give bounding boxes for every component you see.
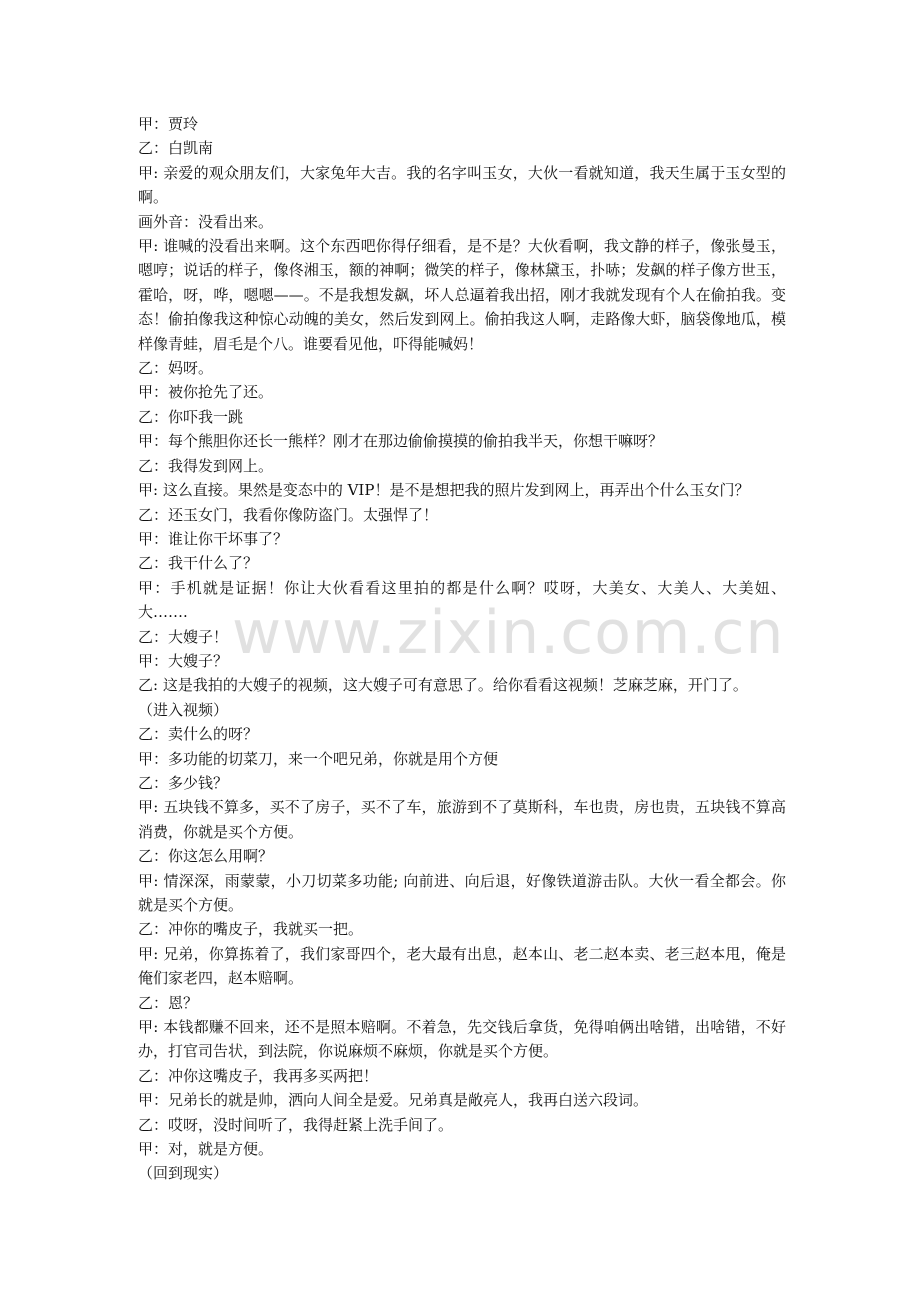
dialogue-line: 乙：大嫂子！: [138, 627, 229, 646]
dialogue-line: 甲：兄弟长的就是帅，洒向人间全是爱。兄弟真是敞亮人，我再白送六段词。: [138, 1091, 649, 1110]
dialogue-line: 甲: 情深深，雨蒙蒙，小刀切菜多功能; 向前进、向后退，好像铁道游击队。大伙一看全都会。你就是买个方便。: [138, 871, 786, 914]
dialogue-line: 乙: 这是我拍的大嫂子的视频，这大嫂子可有意思了。给你看看这视频！芝麻芝麻，开门了。: [138, 676, 748, 695]
dialogue-line: 甲: 谁喊的没看出来啊。这个东西吧你得仔细看，是不是？大伙看啊，我文静的样子，像张曼玉，嗯哼；说话的样子，像佟湘玉，额的神啊；微笑的样子，像林黛玉，扑哧；发飙的样子像方世玉，霍哈，呀，哗，嗯嗯——。不是我想发飙，坏人总逼着我出招，刚才我就发现有个人在偷拍我。变态！偷拍像我这种惊心动魄的美女，然后发到网上。偷拍我这人啊，走路像大虾，脑袋像地瓜，模样像青蛙，眉毛是个八。谁要看见他，吓得能喊妈！: [138, 237, 786, 353]
dialogue-line: 乙：白凯南: [138, 139, 214, 158]
dialogue-line: 乙：卖什么的呀？: [138, 725, 259, 744]
stage-direction: （回到现实）: [138, 1164, 229, 1183]
dialogue-line: 甲: 兄弟，你算拣着了，我们家哥四个，老大最有出息，赵本山、老二赵本卖、老三赵本甩，俺是俺们家老四，赵本赔啊。: [138, 944, 786, 988]
dialogue-line: 乙：我干什么了？: [138, 554, 259, 573]
document-body: [138, 112, 786, 1186]
dialogue-line: 乙：我得发到网上。: [138, 456, 274, 475]
dialogue-line: 甲：手机就是证据！你让大伙看看这里拍的都是什么啊？哎呀，大美女、大美人、大美妞、大…….: [138, 578, 786, 622]
dialogue-line: 甲：大嫂子？: [138, 651, 229, 670]
dialogue-line: 甲: 这么直接。果然是变态中的 VIP！是不是想把我的照片发到网上，再弄出个什么玉女门？: [138, 481, 750, 500]
watermark: www.zixin.com.cn: [232, 598, 785, 668]
dialogue-line: 乙：冲你这嘴皮子，我再多买两把！: [138, 1066, 379, 1085]
dialogue-line: 甲：谁让你干坏事了？: [138, 529, 289, 548]
dialogue-line: 甲：多功能的切菜刀，来一个吧兄弟，你就是用个方便: [138, 749, 499, 768]
dialogue-line: 乙：你这怎么用啊？: [138, 847, 274, 866]
dialogue-line: 甲: 五块钱不算多，买不了房子，买不了车，旅游到不了莫斯科，车也贵，房也贵，五块钱不算高消费，你就是买个方便。: [138, 798, 786, 841]
dialogue-line: 甲: 亲爱的观众朋友们，大家兔年大吉。我的名字叫玉女，大伙一看就知道，我天生属于玉女型的啊。: [138, 163, 786, 207]
dialogue-line: 甲：被你抢先了还。: [138, 383, 274, 402]
dialogue-line: 乙：多少钱？: [138, 773, 229, 792]
dialogue-line: 乙：哎呀，没时间听了，我得赶紧上洗手间了。: [138, 1115, 454, 1134]
dialogue-line: 画外音：没看出来。: [138, 212, 274, 231]
dialogue-line: 乙：妈呀。: [138, 359, 214, 378]
dialogue-line: 甲: 本钱都赚不回来，还不是照本赔啊。不着急，先交钱后拿货，免得咱俩出啥错，出啥错，不好办，打官司告状，到法院，你说麻烦不麻烦，你就是买个方便。: [138, 1018, 786, 1061]
stage-direction: （进入视频）: [138, 700, 229, 719]
dialogue-line: 甲：贾玲: [138, 115, 199, 133]
dialogue-line: 乙：恩？: [138, 993, 199, 1012]
dialogue-line: 乙：还玉女门，我看你像防盗门。太强悍了！: [138, 505, 439, 524]
dialogue-line: 乙：冲你的嘴皮子，我就买一把。: [138, 920, 364, 939]
dialogue-line: 甲：每个熊胆你还长一熊样？刚才在那边偷偷摸摸的偷拍我半天，你想干嘛呀？: [138, 432, 664, 451]
dialogue-line: 乙：你吓我一跳: [138, 407, 244, 426]
dialogue-line: 甲：对，就是方便。: [138, 1140, 274, 1159]
